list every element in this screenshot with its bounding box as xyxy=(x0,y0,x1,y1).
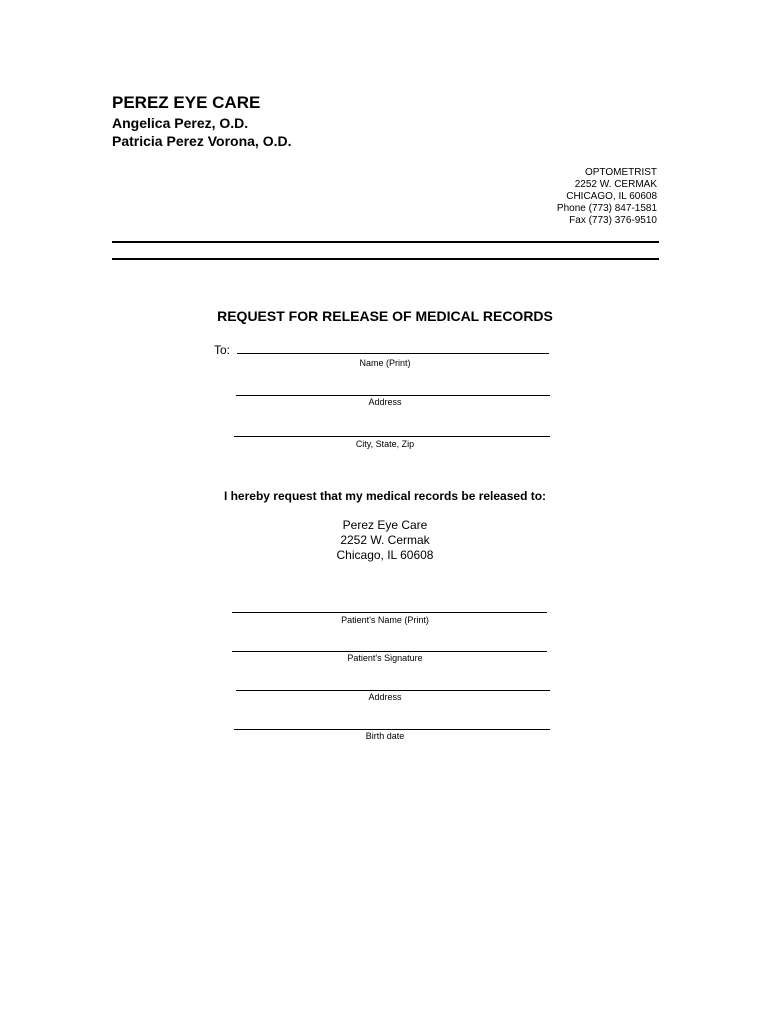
birth-date-caption: Birth date xyxy=(365,731,405,741)
address-line-fax: Fax (773) 376-9510 xyxy=(569,215,657,226)
address-line-phone: Phone (773) 847-1581 xyxy=(556,203,657,214)
to-line xyxy=(214,343,549,357)
patient-address-caption: Address xyxy=(368,692,402,702)
form-title: REQUEST FOR RELEASE OF MEDICAL RECORDS xyxy=(217,308,553,324)
header-divider-bottom xyxy=(112,258,659,260)
recipient-address-field[interactable] xyxy=(236,395,550,396)
destination-name: Perez Eye Care xyxy=(342,518,428,532)
birth-date-field[interactable] xyxy=(234,729,550,730)
destination-street: 2252 W. Cermak xyxy=(340,533,430,547)
destination-city: Chicago, IL 60608 xyxy=(336,548,434,562)
practice-name: PEREZ EYE CARE xyxy=(112,93,261,112)
patient-name-caption: Patient's Name (Print) xyxy=(341,615,429,625)
doctor-name-1: Angelica Perez, O.D. xyxy=(112,115,249,131)
address-line-specialty: OPTOMETRIST xyxy=(584,167,657,178)
patient-name-field[interactable] xyxy=(232,612,547,613)
recipient-city-state-zip-field[interactable] xyxy=(234,436,550,437)
recipient-city-state-zip-caption: City, State, Zip xyxy=(355,439,415,449)
patient-signature-field[interactable] xyxy=(232,651,547,652)
recipient-address-caption: Address xyxy=(368,397,402,407)
header-divider-top xyxy=(112,241,659,243)
request-statement: I hereby request that my medical records be released to: xyxy=(223,489,547,503)
practice-address-block xyxy=(557,167,657,227)
destination-address xyxy=(0,518,770,563)
patient-signature-caption: Patient's Signature xyxy=(347,653,423,663)
doctor-name-2: Patricia Perez Vorona, O.D. xyxy=(112,133,292,149)
recipient-name-caption: Name (Print) xyxy=(359,358,411,368)
recipient-name-field[interactable] xyxy=(237,353,549,354)
patient-address-field[interactable] xyxy=(236,690,550,691)
address-line-street: 2252 W. CERMAK xyxy=(574,179,657,190)
to-label: To: xyxy=(214,343,231,357)
address-line-city: CHICAGO, IL 60608 xyxy=(566,191,657,202)
